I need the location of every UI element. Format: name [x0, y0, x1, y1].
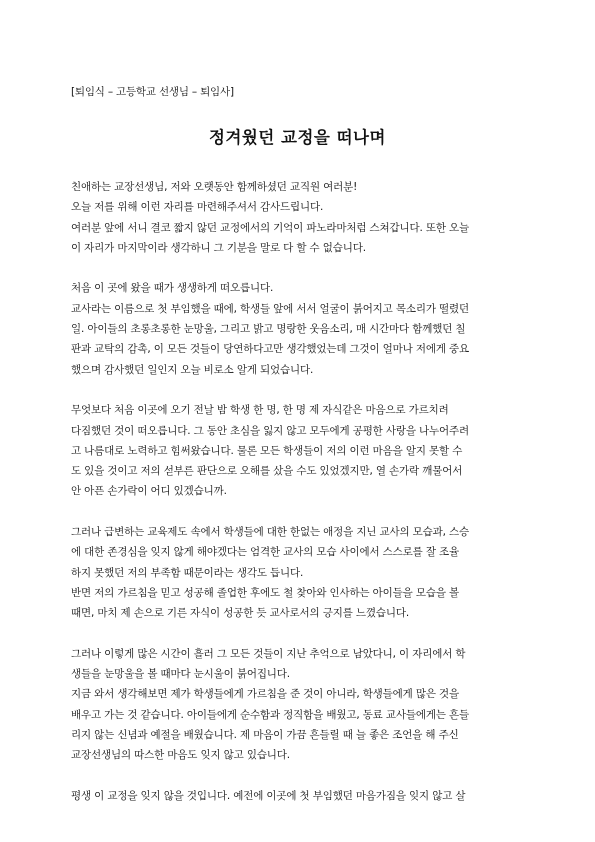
text-line: 리지 않는 신념과 예절을 배웠습니다. 제 마음이 가끔 흔들릴 때 늘 좋은 조언을 해 주신 [71, 729, 459, 742]
text-line: 고 나름대로 노력하고 힘써왔습니다. 물론 모든 학생들이 저의 이런 마음을 알지 못할 수 [71, 444, 463, 457]
text-line: 도 있을 것이고 저의 섣부른 판단으로 오해를 샀을 수도 있었겠지만, 열 손가락 깨물어서 [71, 465, 463, 478]
text-line: 생들을 눈망울을 볼 때마다 눈시울이 붉어집니다. [71, 668, 290, 681]
paragraph [71, 278, 524, 379]
text-line: 오늘 저를 위해 이런 자리를 마련해주셔서 감사드립니다. [71, 201, 324, 214]
text-line: 하지 못했던 저의 부족함 때문이라는 생각도 듭니다. [71, 566, 304, 579]
document-body [71, 177, 524, 806]
text-line: 그러나 이렇게 많은 시간이 흘러 그 모든 것들이 지난 추억으로 남았다니, 이 자리에서 학 [71, 647, 466, 660]
text-line: 처음 이 곳에 왔을 때가 생생하게 떠오릅니다. [71, 282, 274, 295]
text-line: 여러분 앞에 서니 결코 짧지 않던 교정에서의 기억이 파노라마처럼 스쳐갑니다. 또한 오늘 [71, 221, 469, 234]
text-line: 배우고 가는 것 같습니다. 아이들에게 순수함과 정직함을 배웠고, 동료 교사들에게는 흔들 [71, 708, 469, 721]
text-line: 지금 와서 생각해보면 제가 학생들에게 가르침을 준 것이 아니라, 학생들에게 많은 것을 [71, 688, 460, 701]
text-line: 이 자리가 마지막이라 생각하니 그 기분을 말로 다 할 수 없습니다. [71, 241, 366, 254]
paragraph [71, 786, 524, 806]
page-title: 정겨웠던 교정을 떠나며 [209, 128, 386, 147]
header-tag: [퇴임식 – 고등학교 선생님 – 퇴임사] [71, 86, 234, 98]
text-line: 무엇보다 처음 이곳에 오기 전날 밤 학생 한 명, 한 명 제 자식같은 마음으로 가르치려 [71, 404, 449, 417]
paragraph-gap [71, 380, 524, 400]
paragraph [71, 522, 524, 623]
text-line: 친애하는 교장선생님, 저와 오랫동안 함께하셨던 교직원 여러분! [71, 181, 358, 193]
paragraph-gap [71, 766, 524, 786]
paragraph [71, 644, 524, 766]
paragraph [71, 177, 524, 258]
paragraph-gap [71, 258, 524, 278]
paragraph [71, 400, 524, 501]
paragraph-gap [71, 624, 524, 644]
text-line: 반면 저의 가르침을 믿고 성공해 졸업한 후에도 철 찾아와 인사하는 아이들을 모습을 볼 [71, 586, 460, 599]
text-line: 교장선생님의 따스한 마음도 잊지 않고 있습니다. [71, 749, 290, 762]
text-line: 했으며 감사했던 일인지 오늘 비로소 알게 되었습니다. [71, 363, 314, 376]
text-line: 다짐했던 것이 떠오릅니다. 그 동안 초심을 잃지 않고 모두에게 공평한 사랑을 나누어주려 [71, 424, 469, 437]
text-line: 안 아픈 손가락이 어디 있겠습니까. [71, 485, 227, 498]
text-line: 그러나 급변하는 교육제도 속에서 학생들에 대한 한없는 애정을 지닌 교사의 모습과, 스승 [71, 526, 469, 539]
text-line: 판과 교탁의 감촉, 이 모든 것들이 당연하다고만 생각했었는데 그것이 얼마나 저에게 중요 [71, 343, 469, 356]
text-line: 에 대한 존경심을 잊지 않게 해야겠다는 엄격한 교사의 모습 사이에서 스스로를 잘 조율 [71, 546, 460, 559]
paragraph-gap [71, 502, 524, 522]
text-line: 일. 아이들의 초롱초롱한 눈망울, 그리고 밝고 명랑한 웃음소리, 매 시간마다 함께했던 칠 [71, 323, 466, 336]
text-line: 평생 이 교정을 잊지 않을 것입니다. 예전에 이곳에 첫 부임했던 마음가짐을 잊지 않고 살 [71, 789, 466, 802]
text-line: 때면, 마치 제 손으로 기른 자식이 성공한 듯 교사로서의 긍지를 느꼈습니다. [71, 607, 410, 620]
text-line: 교사라는 이름으로 첫 부임했을 때에, 학생들 앞에 서서 얼굴이 붉어지고 목소리가 떨렸던 [71, 302, 469, 315]
